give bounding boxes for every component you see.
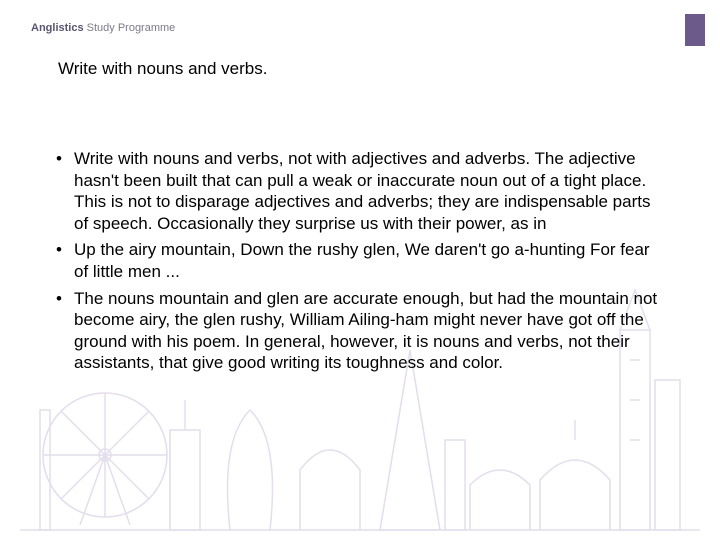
bullet-marker: • bbox=[56, 149, 62, 168]
bullet-item bbox=[56, 288, 662, 374]
bullet-marker: • bbox=[56, 288, 62, 308]
bullet-text: Up the airy mountain, Down the rushy glen, We daren't go a-hunting For fear of little men ... bbox=[74, 240, 650, 281]
programme-header bbox=[31, 22, 175, 34]
header-brand: Anglistics bbox=[31, 22, 84, 34]
bullet-text: The nouns mountain and glen are accurate enough, but had the mountain not become airy, the glen rushy, William Ailing-ham might never have got off the ground with his poem. In general, however, it is nouns and verbs, not their assistants, that give good writing its toughness and color. bbox=[74, 288, 658, 373]
bullet-list bbox=[56, 148, 662, 379]
bullet-item bbox=[56, 148, 662, 234]
slide-title: Write with nouns and verbs. bbox=[58, 59, 268, 78]
header-subtitle: Study Programme bbox=[86, 22, 176, 34]
bullet-item bbox=[56, 239, 662, 282]
bullet-text: Write with nouns and verbs, not with adjectives and adverbs. The adjective hasn't been built that can pull a weak or inaccurate noun out of a tight place. This is not to disparage adjectives and adverbs; they are indispensable parts of speech. Occasionally they surprise us with their power, as in bbox=[74, 149, 651, 233]
bullet-marker: • bbox=[56, 240, 62, 260]
figure-silhouette-icon bbox=[685, 14, 705, 46]
